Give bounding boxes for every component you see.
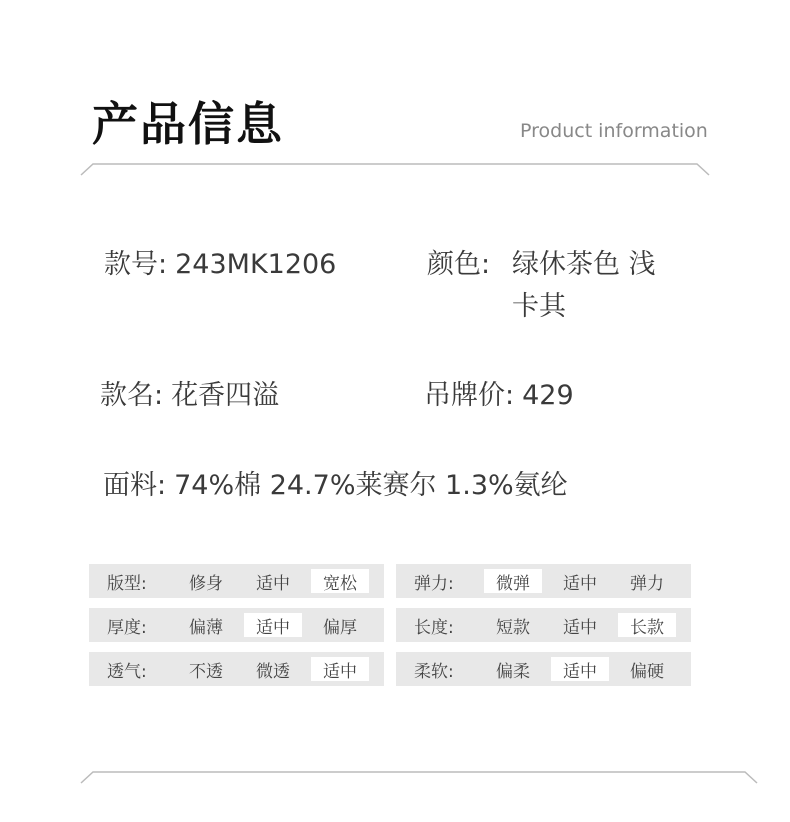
style-number-value: 243MK1206 — [175, 249, 337, 280]
style-name-label: 款名: — [100, 380, 164, 411]
attr-option-selected: 微弹 — [484, 569, 542, 593]
attr-option: 偏厚 — [323, 617, 357, 638]
top-divider — [80, 162, 710, 176]
tag-price — [424, 373, 574, 412]
color-value-line1: 绿休茶色 浅 — [512, 249, 656, 280]
attr-option-selected: 适中 — [244, 613, 302, 637]
attr-option: 弹力 — [630, 573, 664, 594]
page-subtitle: Product information — [520, 120, 708, 142]
attr-row-length — [396, 608, 691, 642]
attr-option: 适中 — [563, 617, 597, 638]
fabric-value: 74%棉 24.7%莱赛尔 1.3%氨纶 — [174, 470, 568, 501]
attr-option: 偏柔 — [496, 661, 530, 682]
attr-option-selected: 适中 — [551, 657, 609, 681]
fabric — [103, 463, 568, 502]
color-label: 颜色: — [427, 249, 491, 280]
page-title: 产品信息 — [92, 97, 284, 151]
style-number-label: 款号: — [104, 249, 168, 280]
attr-label: 透气: — [107, 661, 147, 682]
attr-row-softness — [396, 652, 691, 686]
attr-option-selected: 适中 — [311, 657, 369, 681]
tag-price-value: 429 — [522, 380, 574, 411]
fabric-label: 面料: — [103, 470, 167, 501]
tag-price-label: 吊牌价: — [424, 380, 515, 411]
style-name — [100, 373, 279, 412]
attr-option: 微透 — [256, 661, 290, 682]
attr-label: 长度: — [414, 617, 454, 638]
attr-row-fit — [89, 564, 384, 598]
attr-option-selected: 宽松 — [311, 569, 369, 593]
attr-option: 偏硬 — [630, 661, 664, 682]
attr-option: 不透 — [189, 661, 223, 682]
attr-option: 适中 — [256, 573, 290, 594]
attr-option: 修身 — [189, 573, 223, 594]
bottom-divider — [80, 770, 758, 784]
attr-row-elasticity — [396, 564, 691, 598]
attr-row-thickness — [89, 608, 384, 642]
attr-label: 柔软: — [414, 661, 454, 682]
attr-option: 短款 — [496, 617, 530, 638]
attr-option-selected: 长款 — [618, 613, 676, 637]
attr-label: 厚度: — [107, 617, 147, 638]
color-value-line2: 卡其 — [512, 291, 566, 322]
attr-option: 适中 — [563, 573, 597, 594]
style-name-value: 花香四溢 — [171, 380, 280, 411]
attr-label: 版型: — [107, 573, 147, 594]
style-number — [104, 242, 336, 281]
attr-row-breathability — [89, 652, 384, 686]
attr-option: 偏薄 — [189, 617, 223, 638]
attr-label: 弹力: — [414, 573, 454, 594]
